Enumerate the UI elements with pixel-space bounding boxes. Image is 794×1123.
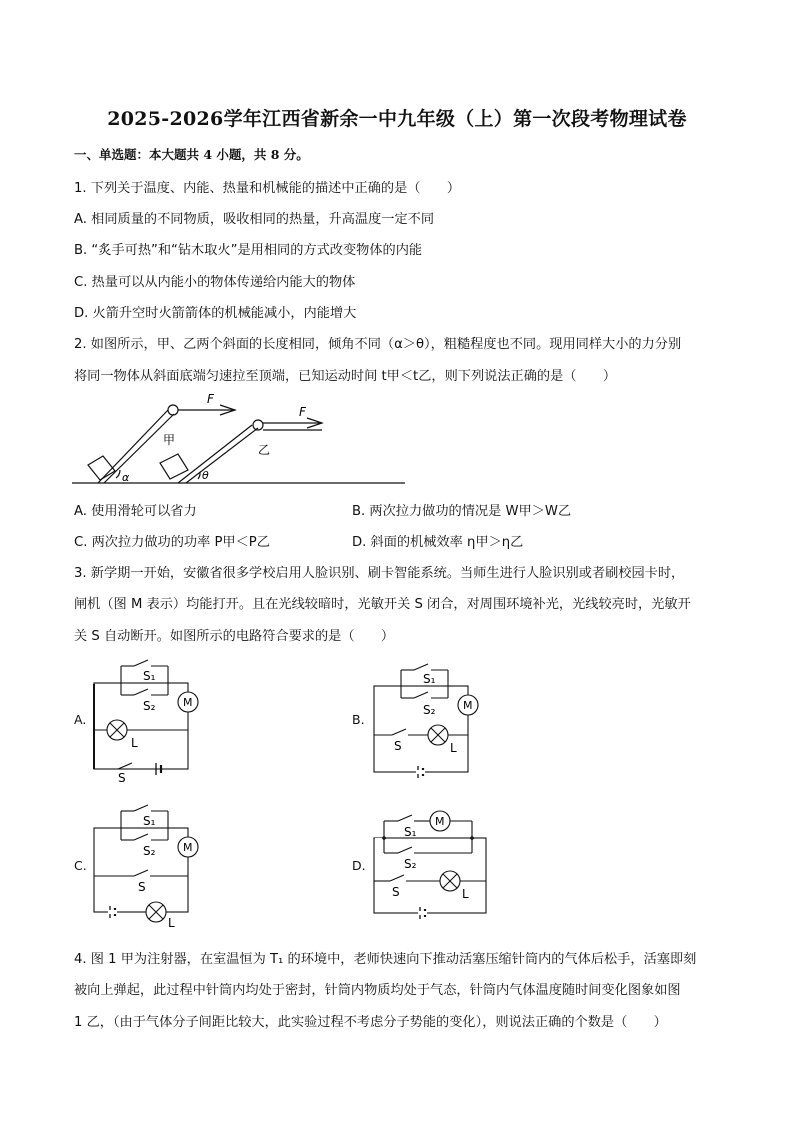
s2-label: S₂ xyxy=(423,703,436,717)
s1-label: S₁ xyxy=(404,825,417,839)
q3-stem-line3: 关 S 自动断开。如图所示的电路符合要求的是（ ） xyxy=(74,629,395,644)
q1-option-b: B. “炙手可热”和“钻木取火”是用相同的方式改变物体的内能 xyxy=(74,243,423,258)
s1-label: S₁ xyxy=(143,814,156,828)
lamp-label: L xyxy=(450,741,457,755)
q4-stem-line3: 1 乙，（由于气体分子间距比较大，此实验过程不考虑分子势能的变化），则说法正确的个数是（ ） xyxy=(74,1015,667,1030)
switch-s-label: S xyxy=(118,771,126,785)
lamp-label: L xyxy=(462,887,469,901)
q3-stem-line2: 闸机（图 M 表示）均能打开。且在光线较暗时，光敏开关 S 闭合，对周围环境补光，光线较亮时，光敏开 xyxy=(74,597,691,612)
switch-s-label: S xyxy=(394,739,402,753)
switch-s-label: S xyxy=(392,885,400,899)
q1-option-d: D. 火箭升空时火箭箭体的机械能减小，内能增大 xyxy=(74,306,357,321)
q2-option-d: D. 斜面的机械效率 η甲＞η乙 xyxy=(352,535,524,550)
circuit-d-label: D. xyxy=(352,858,366,873)
circuit-c xyxy=(88,800,218,930)
s1-label: S₁ xyxy=(423,672,436,686)
motor-label: M xyxy=(183,696,193,709)
q1-option-c: C. 热量可以从内能小的物体传递给内能大的物体 xyxy=(74,275,356,290)
q4-stem-line2: 被向上弹起，此过程中针筒内均处于密封，针筒内物质均处于气态，针筒内气体温度随时间变化图象如图 xyxy=(74,983,681,998)
q2-option-c: C. 两次拉力做功的功率 P甲＜P乙 xyxy=(74,535,270,550)
lamp-label: L xyxy=(168,916,175,930)
angle-alpha: α xyxy=(122,471,130,484)
circuit-a xyxy=(88,655,218,785)
label-yi: 乙 xyxy=(258,443,271,457)
incline-figure xyxy=(70,388,410,488)
q2-stem-line1: 2. 如图所示，甲、乙两个斜面的长度相同，倾角不同（α＞θ），粗糙程度也不同。现用同样大小的力分别 xyxy=(74,337,682,352)
motor-label: M xyxy=(463,699,473,712)
s2-label: S₂ xyxy=(143,844,156,858)
s2-label: S₂ xyxy=(143,699,156,713)
label-jia: 甲 xyxy=(163,433,176,447)
lamp-label: L xyxy=(131,736,138,750)
circuit-b-label: B. xyxy=(352,712,365,727)
q1-stem: 1. 下列关于温度、内能、热量和机械能的描述中正确的是（ ） xyxy=(74,181,461,196)
q2-stem-line2: 将同一物体从斜面底端匀速拉至顶端，已知运动时间 t甲＜t乙，则下列说法正确的是（ ） xyxy=(74,369,617,384)
circuit-b xyxy=(368,660,498,785)
q4-stem-line1: 4. 图 1 甲为注射器，在室温恒为 T₁ 的环境中，老师快速向下推动活塞压缩针筒内的气体后松手，活塞即刻 xyxy=(74,952,697,967)
q1-option-a: A. 相同质量的不同物质，吸收相同的热量，升高温度一定不同 xyxy=(74,212,435,227)
motor-label: M xyxy=(183,841,193,854)
q2-option-b: B. 两次拉力做功的情况是 W甲＞W乙 xyxy=(352,504,572,519)
circuit-d xyxy=(368,805,498,930)
s2-label: S₂ xyxy=(404,857,417,871)
section-heading: 一、单选题：本大题共 4 小题，共 8 分。 xyxy=(74,147,309,162)
q3-stem-line1: 3. 新学期一开始，安徽省很多学校启用人脸识别、刷卡智能系统。当师生进行人脸识别或者刷校园卡时， xyxy=(74,566,685,581)
motor-label: M xyxy=(435,815,445,828)
force-label-jia: F xyxy=(207,392,214,406)
force-label-yi: F xyxy=(299,405,306,419)
circuit-c-label: C. xyxy=(74,858,87,873)
circuit-a-label: A. xyxy=(74,712,87,727)
angle-theta: θ xyxy=(202,469,209,482)
q2-option-a: A. 使用滑轮可以省力 xyxy=(74,504,197,519)
switch-s-label: S xyxy=(138,880,146,894)
s1-label: S₁ xyxy=(143,669,156,683)
page-title: 2025-2026学年江西省新余一中九年级（上）第一次段考物理试卷 xyxy=(107,108,687,130)
